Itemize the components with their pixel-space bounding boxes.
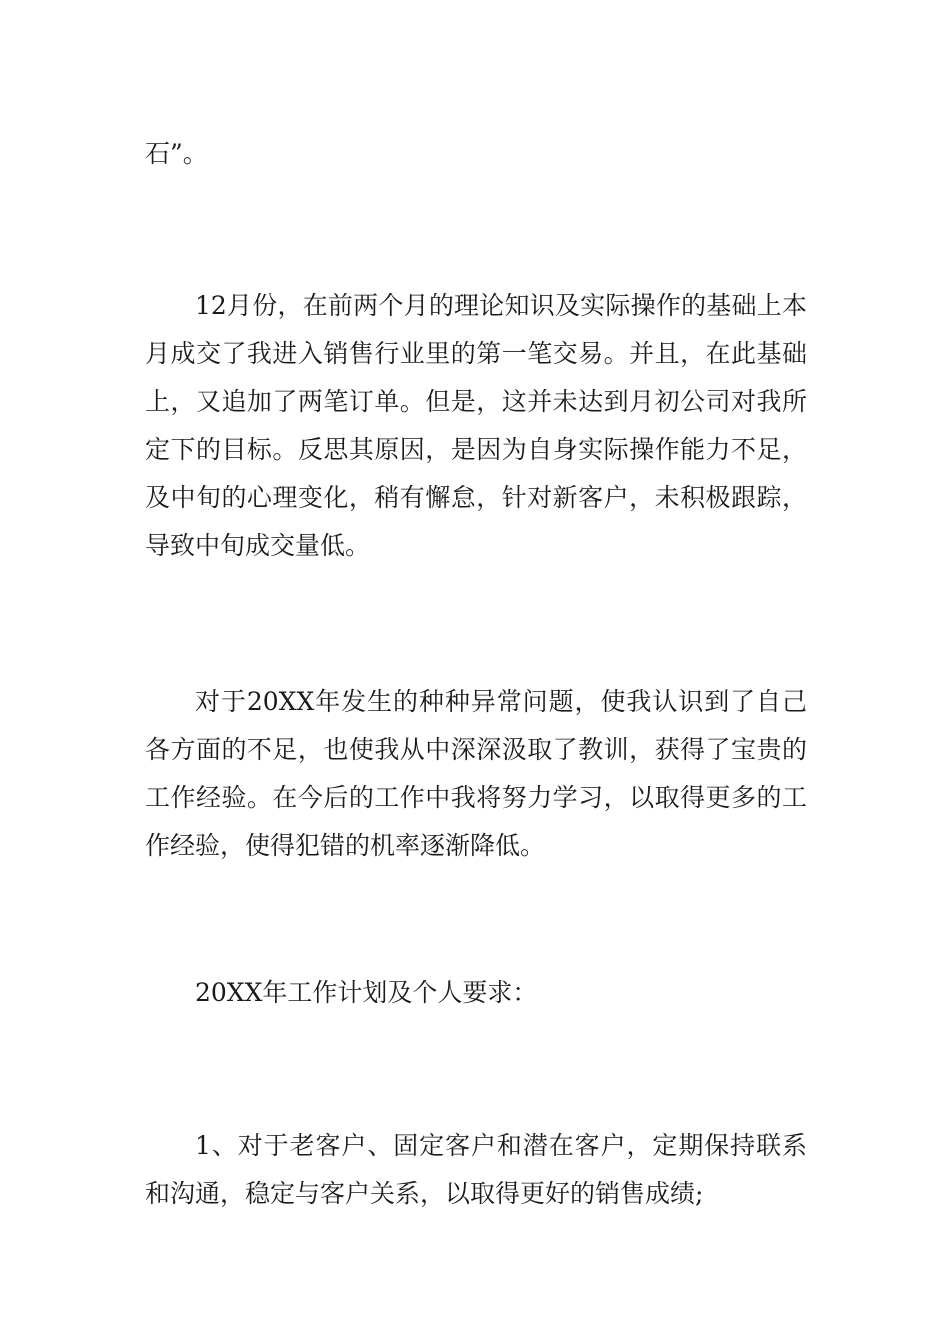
- paragraph-continuation: 石”。: [145, 139, 208, 168]
- paragraph-december-summary: 12月份，在前两个月的理论知识及实际操作的基础上本月成交了我进入销售行业里的第一笔交易。并且，在此基础上，又追加了两笔订单。但是，这并未达到月初公司对我所定下的目标。反思其原因，是因为自身实际操作能力不足，及中旬的心理变化，稍有懈怠，针对新客户，未积极跟踪，导致中旬成交量低。: [145, 291, 807, 560]
- paragraph-lessons-learned: 对于20XX年发生的种种异常问题，使我认识到了自己各方面的不足，也使我从中深深汲取了教训，获得了宝贵的工作经验。在今后的工作中我将努力学习，以取得更多的工作经验，使得犯错的机率逐渐降低。: [145, 687, 807, 860]
- section-heading-work-plan: 20XX年工作计划及个人要求：: [195, 978, 538, 1007]
- paragraph-plan-item-1: 1、对于老客户、固定客户和潜在客户，定期保持联系和沟通，稳定与客户关系，以取得更好的销售成绩;: [145, 1131, 807, 1208]
